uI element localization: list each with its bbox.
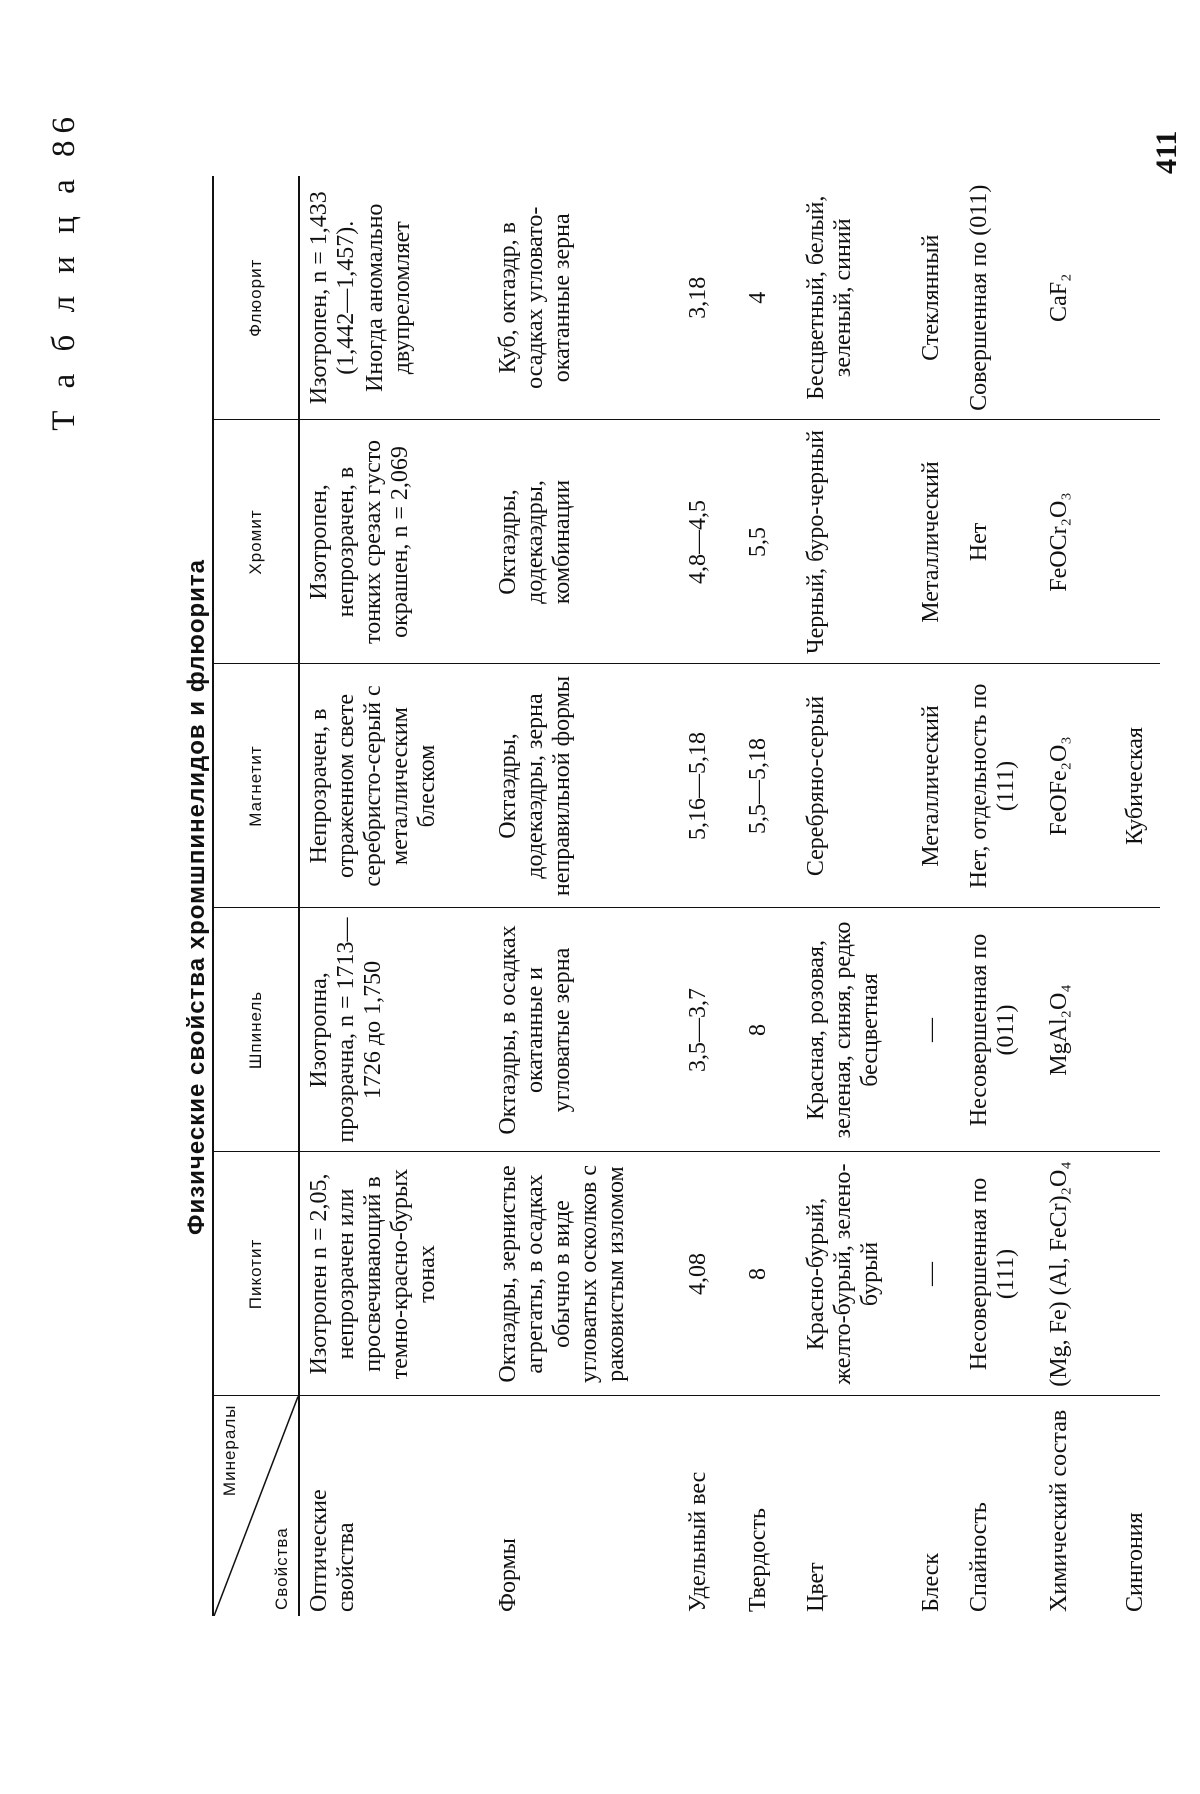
table-row [299,176,489,1616]
cell-extra-text: Иногда аномально двупреломляет [362,203,415,392]
table-cell: Изотропна, прозрачна, n = 1713—1726 до 1,750 [299,908,489,1152]
table-cell: Металлический [912,420,960,664]
table-title: Физические свойства хромшпинелидов и флюорита [183,558,210,1236]
row-label: Сингония [1122,1512,1148,1612]
table-cell: 3,18 [679,176,739,420]
table-row [1040,176,1116,1616]
table-cell: Серебряно-серый [797,664,912,908]
table-cell: Непрозрачен, в отраженном свете серебристо-серый с металлическим блеском [299,664,489,908]
table-cell: Октаэдры, зернистые агрегаты, в осадках обычно в виде угловатых осколков с раковистым изломом [489,1152,679,1396]
table-cell [1116,908,1160,1152]
table-cell: Металлический [912,664,960,908]
table-cell [1116,176,1160,420]
column-header: Магнетит [213,664,299,908]
table-cell [299,176,489,420]
row-label: Цвет [803,1562,829,1612]
table-cell: 5,5 [739,420,797,664]
column-header: Шпинель [213,908,299,1152]
table-cell: 5,5—5,18 [739,664,797,908]
row-label: Химический состав [1046,1409,1072,1612]
table-cell: 4,08 [679,1152,739,1396]
table-cell: 4,8—4,5 [679,420,739,664]
table-cell: Изотропен, непрозрачен, в тонких срезах густо окрашен, n = 2,069 [299,420,489,664]
table-cell: Кубическая [1116,664,1160,908]
table-cell: CaF₂ [1040,176,1116,420]
table-row [679,176,739,1616]
table-cell: 5,16—5,18 [679,664,739,908]
table-cell: FeOFe₂O₃ [1040,664,1116,908]
row-label: Блеск [918,1552,944,1612]
table-cell: Куб, октаэдр, в осадках угловато-окатанные зерна [489,176,679,420]
header-minerals-label: Минералы [220,1404,239,1497]
table-cell: 3,5—3,7 [679,908,739,1152]
table-cell: MgAl₂O₄ [1040,908,1116,1152]
row-label: Оптические свойства [306,1489,359,1612]
cell-text: Изотропен, n = 1,433 (1,442—1,457). [306,191,359,405]
table-cell: Нет, отдельность по (111) [960,664,1040,908]
table-row [960,176,1040,1616]
table-cell: Красно-бурый, желто-бурый, зелено-бурый [797,1152,912,1396]
table-number: Т а б л и ц а 86 [46,110,82,431]
table-cell [1116,420,1160,664]
row-label: Удельный вес [685,1471,711,1612]
table-cell: Нет [960,420,1040,664]
table-row [1116,176,1160,1616]
table-cell: 8 [739,1152,797,1396]
table-cell: Несовершенная по (011) [960,908,1040,1152]
table-cell: (Mg, Fe) (Al, FeCr)₂O₄ [1040,1152,1116,1396]
row-label: Твердость [745,1508,771,1612]
row-label: Спайность [966,1502,992,1612]
header-row [213,176,299,1616]
table-cell: Октаэдры, в осадках окатанные и угловатые зерна [489,908,679,1152]
table-row [797,176,912,1616]
table-cell: Несовершенная по (111) [960,1152,1040,1396]
column-header: Пикотит [213,1152,299,1396]
table-cell: Бесцветный, белый, зеленый, синий [797,176,912,420]
table-cell: Черный, буро-черный [797,420,912,664]
table-cell: Изотропен n = 2,05, непрозрачен или просвечивающий в темно-красно-бурых тонах [299,1152,489,1396]
table-row [739,176,797,1616]
table-cell: — [912,908,960,1152]
row-label: Формы [495,1538,521,1612]
column-header: Хромит [213,420,299,664]
table-cell: Октаэдры, додекаэдры, зерна неправильной формы [489,664,679,908]
table-cell [1116,1152,1160,1396]
table-cell: — [912,1152,960,1396]
table-row [912,176,960,1616]
table-cell: 4 [739,176,797,420]
table-cell: Октаэдры, додекаэдры, комбинации [489,420,679,664]
table-cell: 8 [739,908,797,1152]
table-cell: Стеклянный [912,176,960,420]
table-cell: Совершенная по (011) [960,176,1040,420]
table-cell: Красная, розовая, зеленая, синяя, редко бесцветная [797,908,912,1152]
table-row [489,176,679,1616]
properties-table [212,176,1160,1616]
table-cell: FeOCr₂O₃ [1040,420,1116,664]
page-number: 411 [1150,130,1183,174]
header-properties-label: Свойства [272,1527,291,1610]
column-header: Флюорит [213,176,299,420]
header-corner-cell [213,1396,299,1616]
